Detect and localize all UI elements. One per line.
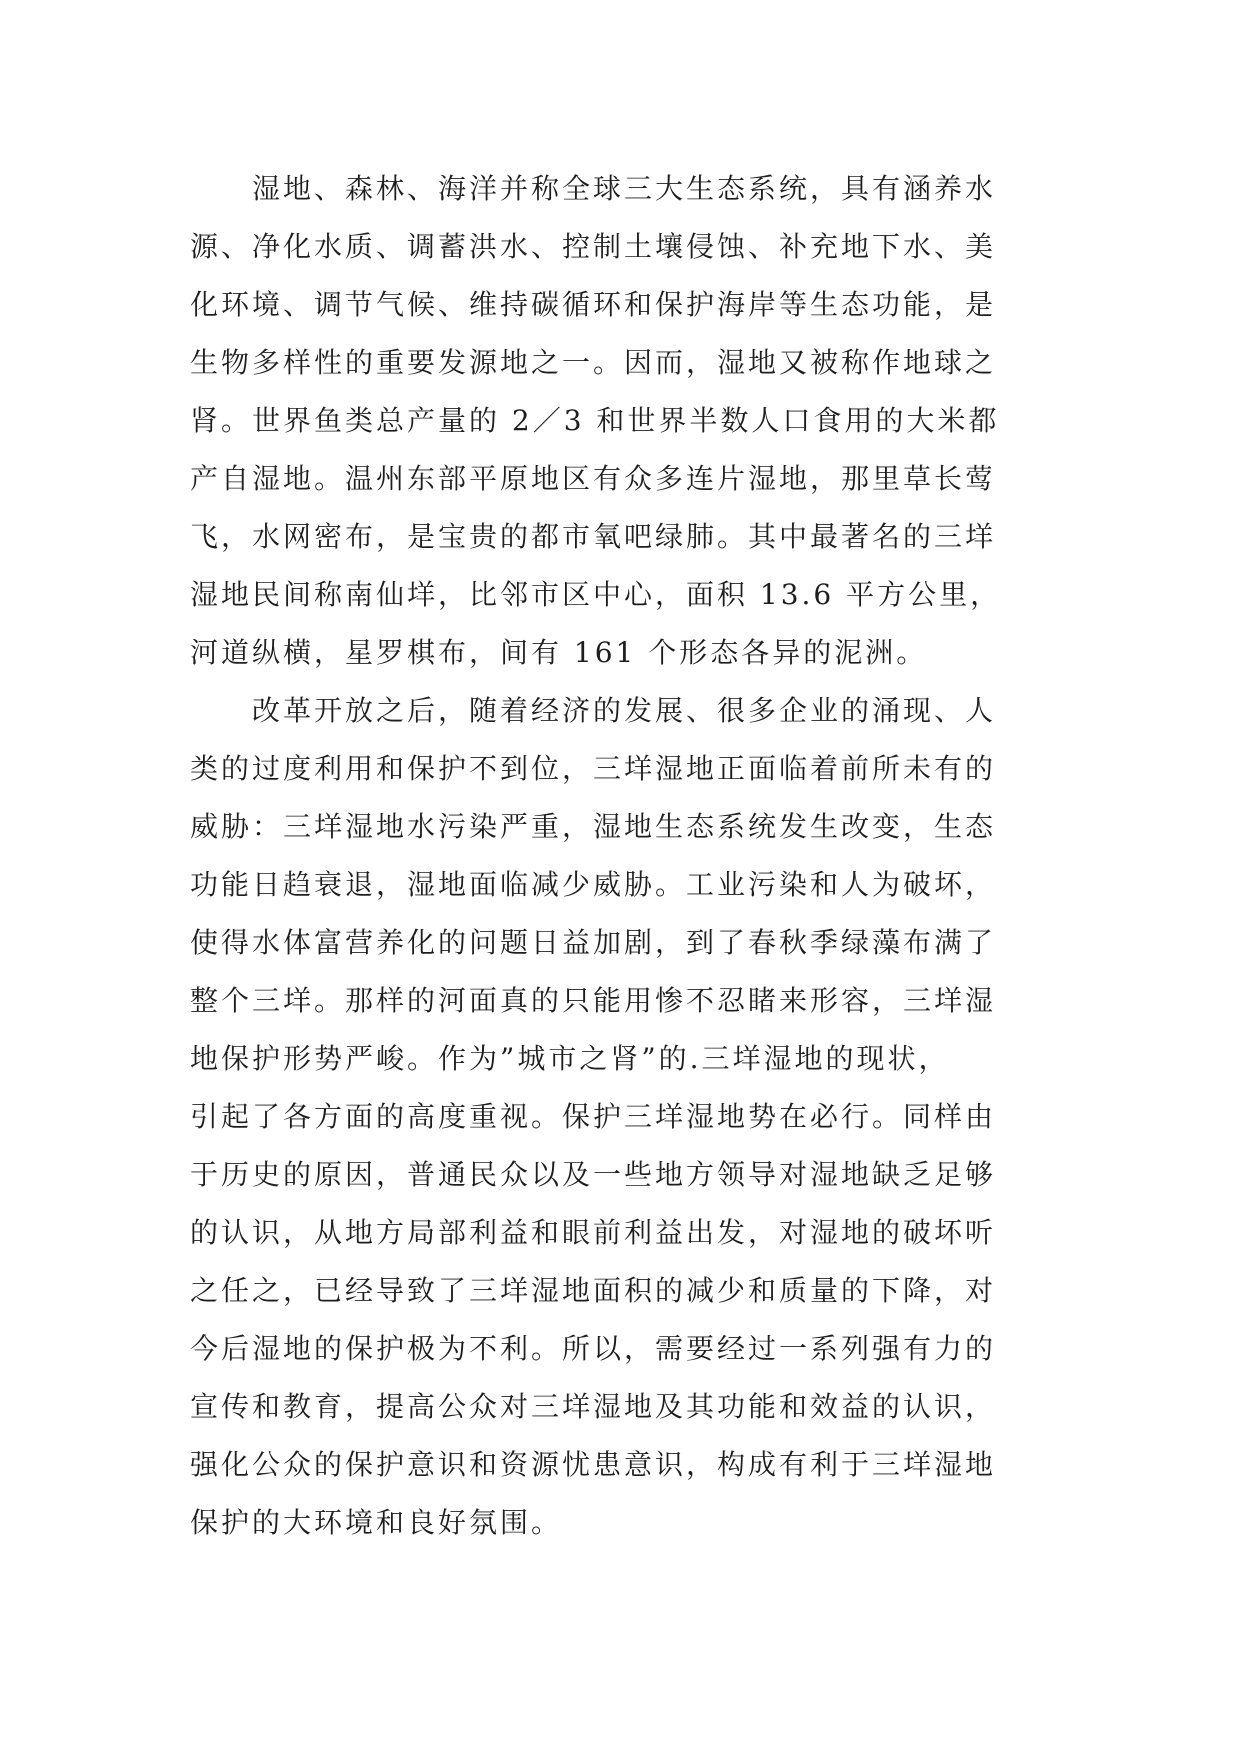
text-line: 河道纵横，星罗棋布，间有 161 个形态各异的泥洲。 xyxy=(190,636,928,669)
text-line: 功能日趋衰退，湿地面临减少威胁。工业污染和人为破坏， xyxy=(190,868,997,901)
text-line: 湿地、森林、海洋并称全球三大生态系统，具有涵养水 xyxy=(252,172,997,205)
text-line: 引起了各方面的高度重视。保护三垟湿地势在必行。同样由 xyxy=(190,1100,997,1133)
text-line: 使得水体富营养化的问题日益加剧，到了春秋季绿藻布满了 xyxy=(190,926,997,959)
text-line: 保护的大环境和良好氛围。 xyxy=(190,1506,563,1539)
text-line: 生物多样性的重要发源地之一。因而，湿地又被称作地球之 xyxy=(190,346,997,379)
text-line: 湿地民间称南仙垟，比邻市区中心，面积 13.6 平方公里， xyxy=(190,578,1002,611)
text-line: 化环境、调节气候、维持碳循环和保护海岸等生态功能，是 xyxy=(190,288,997,321)
text-line: 源、净化水质、调蓄洪水、控制土壤侵蚀、补充地下水、美 xyxy=(190,230,997,263)
text-line: 肾。世界鱼类总产量的 2／3 和世界半数人口食用的大米都 xyxy=(190,404,1000,437)
text-line: 的认识，从地方局部利益和眼前利益出发，对湿地的破坏听 xyxy=(190,1216,997,1249)
text-line: 强化公众的保护意识和资源忧患意识，构成有利于三垟湿地 xyxy=(190,1448,997,1481)
paragraph-1 xyxy=(190,160,1050,682)
text-line: 地保护形势严峻。作为”城市之肾”的.三垟湿地的现状， xyxy=(190,1042,950,1075)
text-line: 改革开放之后，随着经济的发展、很多企业的涌现、人 xyxy=(252,694,997,727)
text-line: 宣传和教育，提高公众对三垟湿地及其功能和效益的认识， xyxy=(190,1390,997,1423)
text-line: 威胁：三垟湿地水污染严重，湿地生态系统发生改变，生态 xyxy=(190,810,997,843)
text-line: 产自湿地。温州东部平原地区有众多连片湿地，那里草长莺 xyxy=(190,462,997,495)
document-body xyxy=(190,160,1050,1552)
paragraph-2 xyxy=(190,682,1050,1552)
text-line: 于历史的原因，普通民众以及一些地方领导对湿地缺乏足够 xyxy=(190,1158,997,1191)
text-line: 类的过度利用和保护不到位，三垟湿地正面临着前所未有的 xyxy=(190,752,997,785)
text-line: 之任之，已经导致了三垟湿地面积的减少和质量的下降，对 xyxy=(190,1274,997,1307)
text-line: 整个三垟。那样的河面真的只能用惨不忍睹来形容，三垟湿 xyxy=(190,984,997,1017)
text-line: 今后湿地的保护极为不利。所以，需要经过一系列强有力的 xyxy=(190,1332,997,1365)
text-line: 飞，水网密布，是宝贵的都市氧吧绿肺。其中最著名的三垟 xyxy=(190,520,997,553)
